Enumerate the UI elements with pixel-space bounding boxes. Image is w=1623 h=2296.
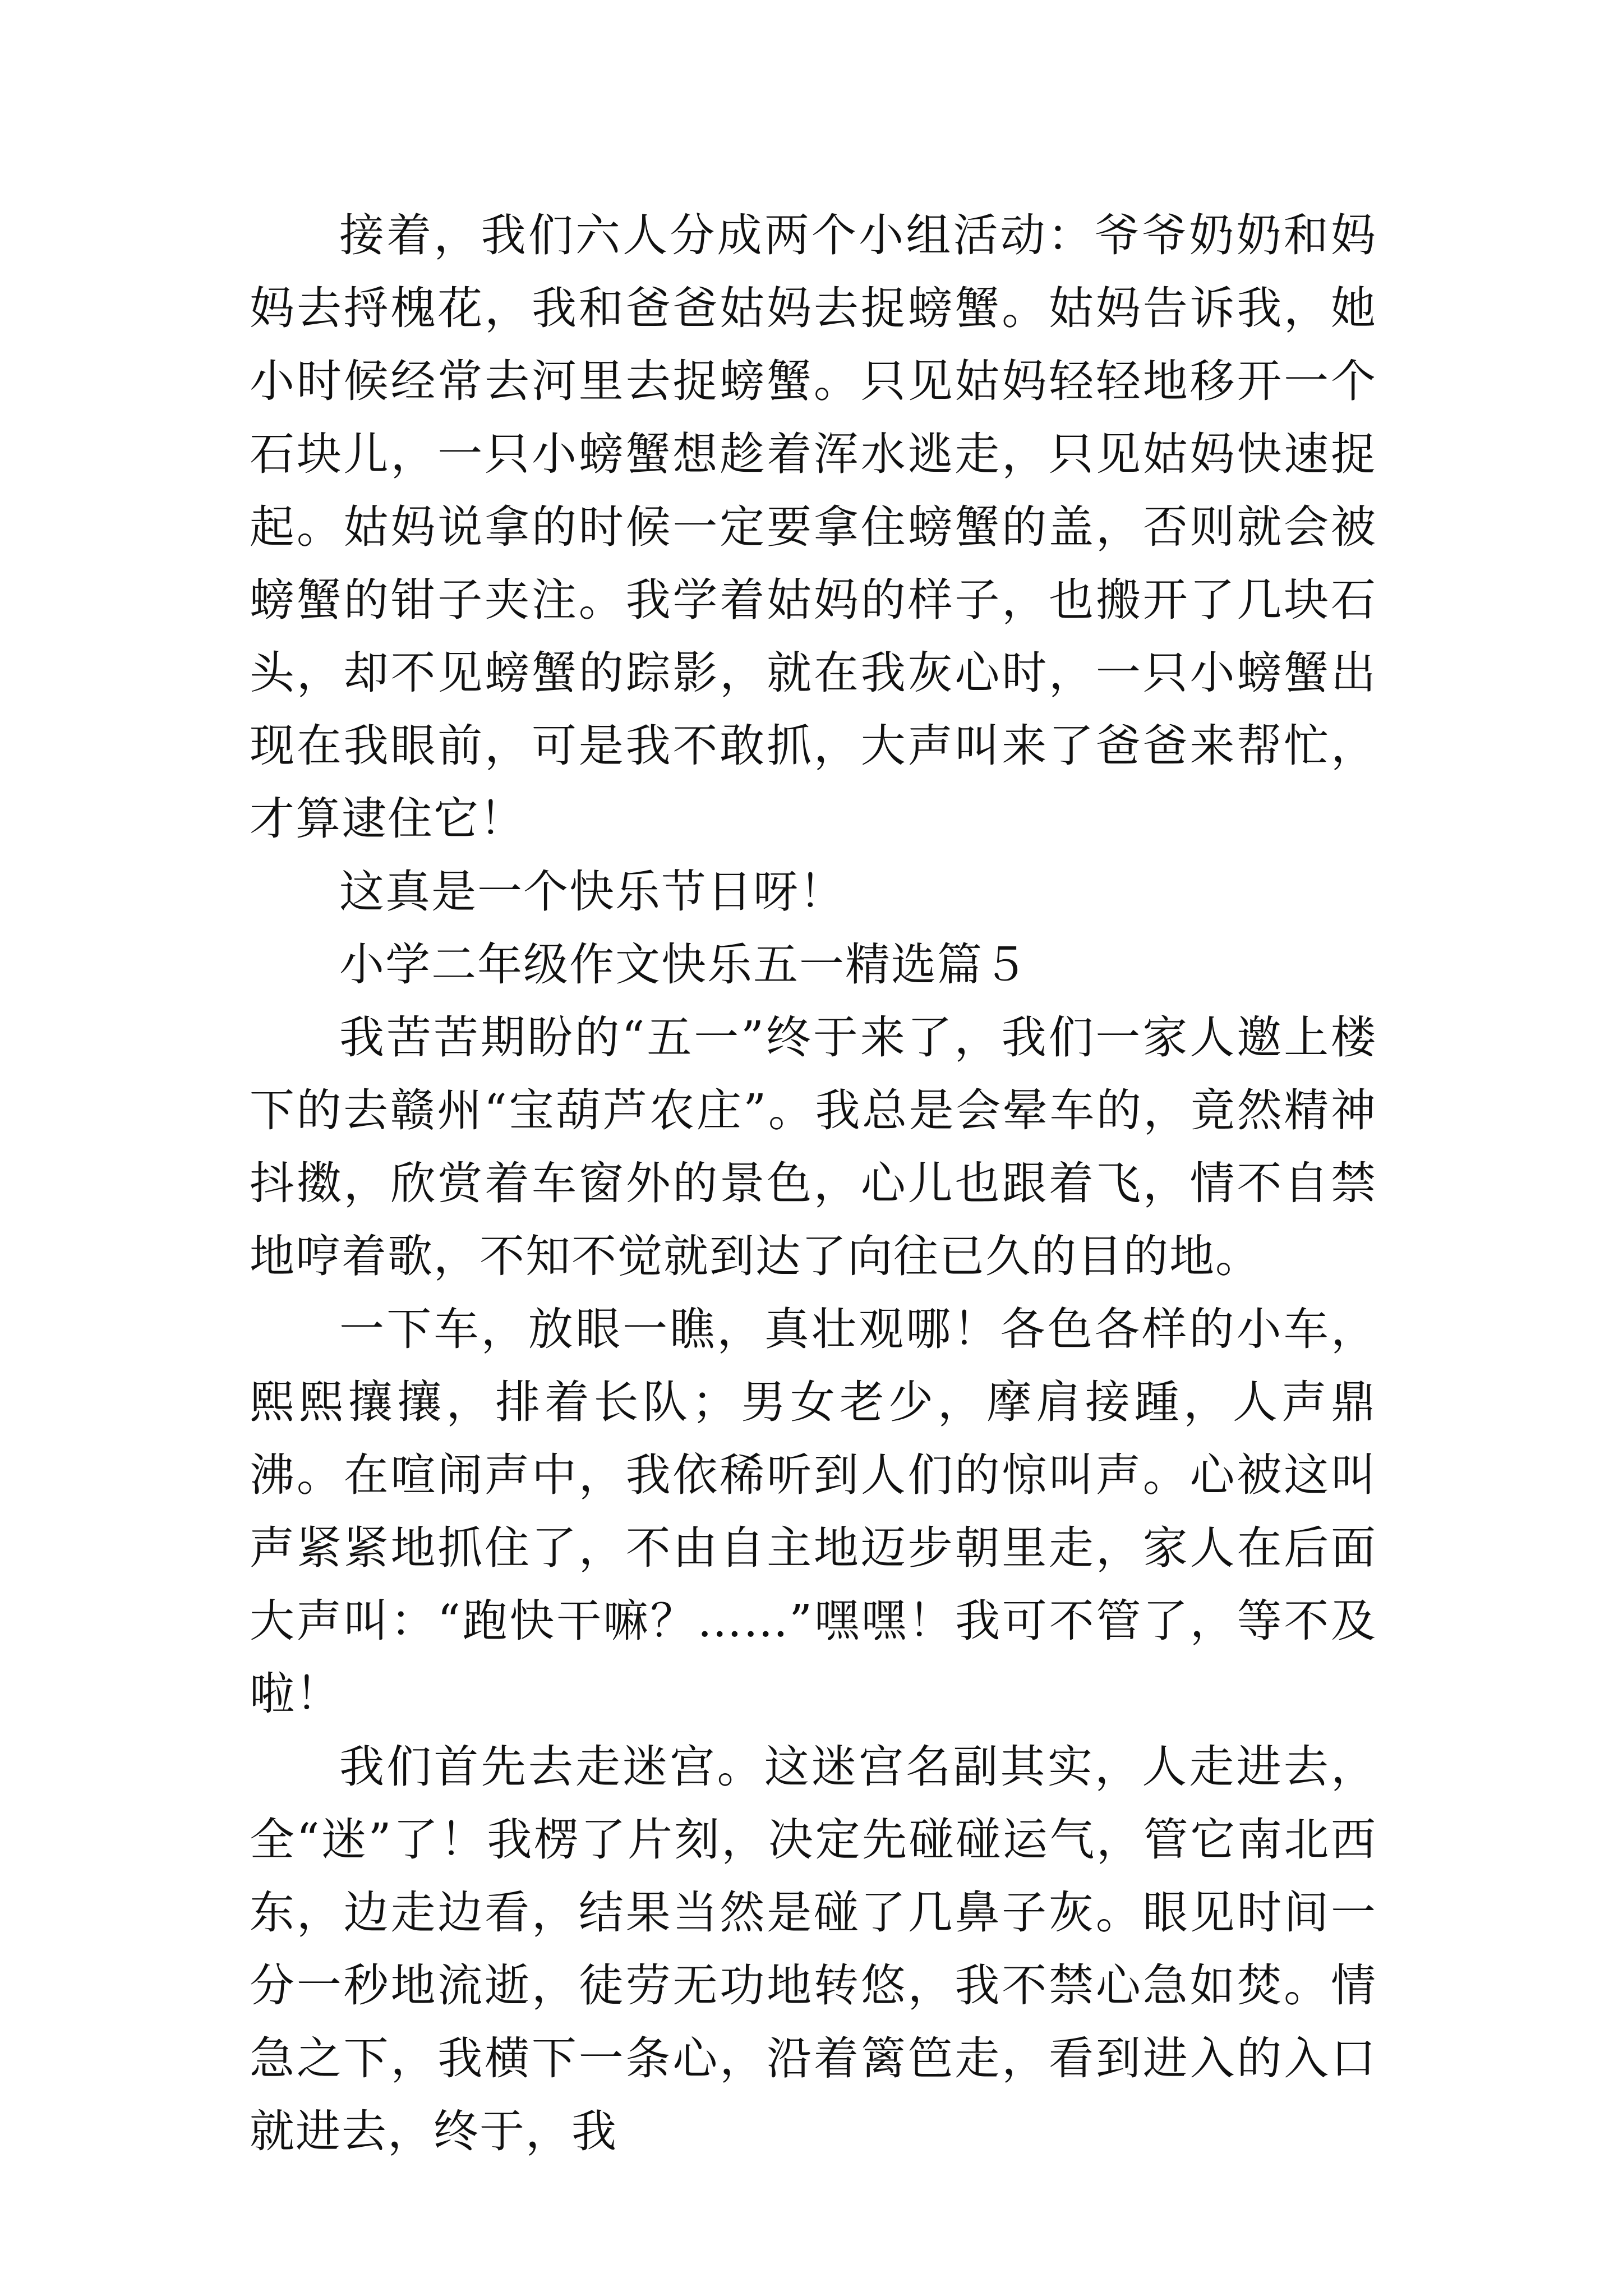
essay-heading: 小学二年级作文快乐五一精选篇５ bbox=[339, 938, 1029, 991]
paragraph-trip-to-farm: 我苦苦期盼的“五一”终于来了，我们一家人邀上楼下的去赣州“宝葫芦农庄”。我总是会晕车的，竟然精神抖擞，欣赏着车窗外的景色，心儿也跟着飞，情不自禁地哼着歌，不知不觉就到达了向往已久的目的地。 bbox=[250, 1011, 1377, 1282]
paragraph-arrival: 一下车，放眼一瞧，真壮观哪！各色各样的小车，熙熙攘攘，排着长队；男女老少，摩肩接踵，人声鼎沸。在喧闹声中，我依稀听到人们的惊叫声。心被这叫声紧紧地抓住了，不由自主地迈步朝里走，家人在后面大声叫：“跑快干嘛？……”嘿嘿！我可不管了，等不及啦！ bbox=[250, 1303, 1377, 1720]
document-body bbox=[250, 199, 1377, 2168]
paragraph-crab-catching: 接着，我们六人分成两个小组活动：爷爷奶奶和妈妈去捋槐花，我和爸爸姑妈去捉螃蟹。姑妈告诉我，她小时候经常去河里去捉螃蟹。只见姑妈轻轻地移开一个石块儿，一只小螃蟹想趁着浑水逃走，只见姑妈快速捉起。姑妈说拿的时候一定要拿住螃蟹的盖，否则就会被螃蟹的钳子夹注。我学着姑妈的样子，也搬开了几块石头，却不见螃蟹的踪影，就在我灰心时，一只小螃蟹出现在我眼前，可是我不敢抓，大声叫来了爸爸来帮忙，才算逮住它！ bbox=[250, 209, 1377, 845]
paragraph-maze: 我们首先去走迷宫。这迷宫名副其实，人走进去，全“迷”了！我楞了片刻，决定先碰碰运气，管它南北西东，边走边看，结果当然是碰了几鼻子灰。眼见时间一分一秒地流逝，徒劳无功地转悠，我不禁心急如焚。情急之下，我横下一条心，沿着篱笆走，看到进入的入口就进去，终于，我 bbox=[250, 1741, 1377, 2157]
paragraph-happy-festival: 这真是一个快乐节日呀！ bbox=[339, 866, 845, 918]
